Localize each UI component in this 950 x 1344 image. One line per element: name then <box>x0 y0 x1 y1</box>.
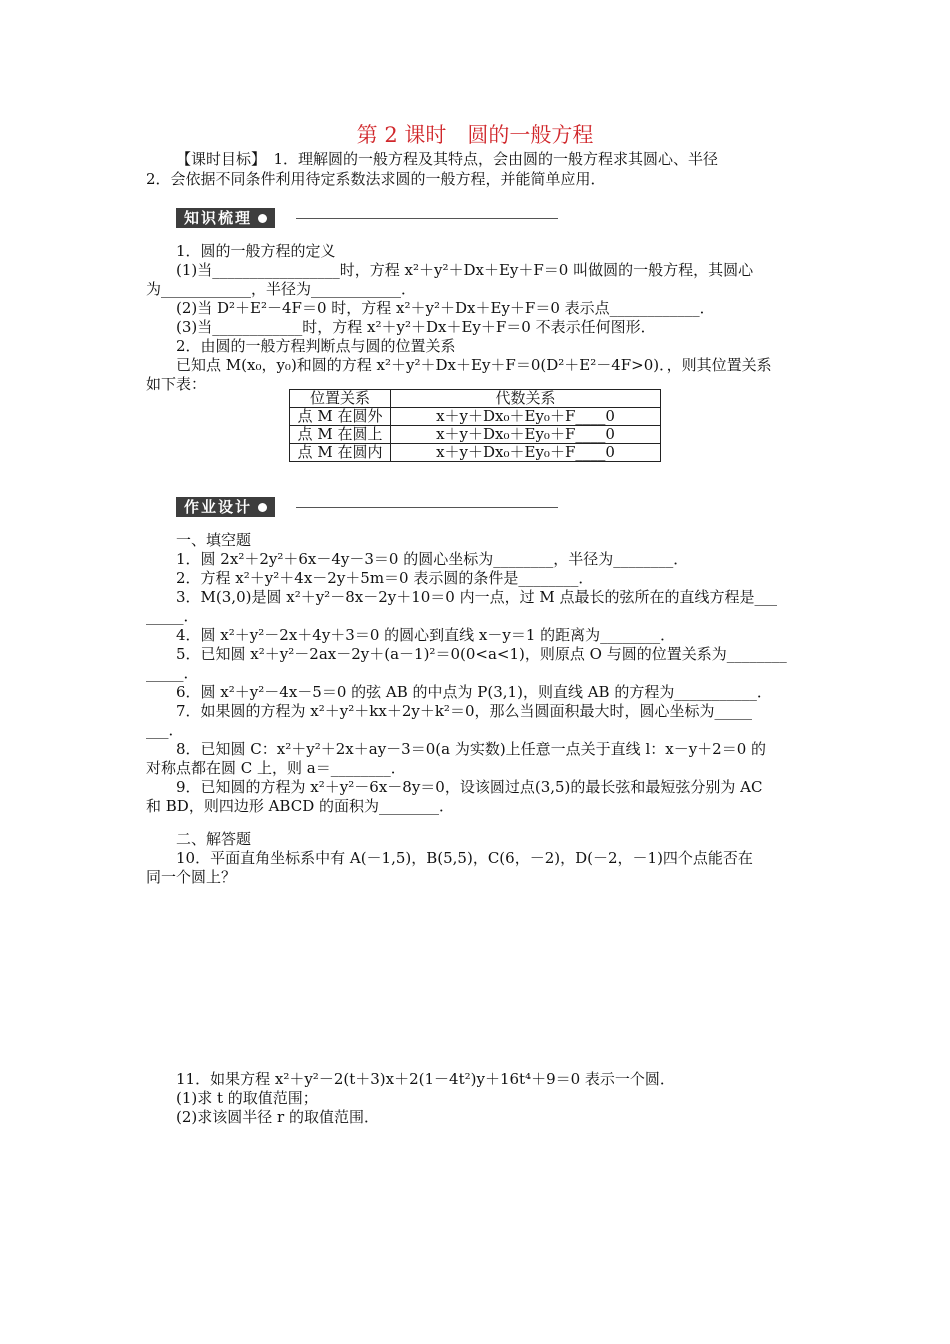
text-line: 为____________，半径为____________． <box>146 280 417 298</box>
question-line: 8．已知圆 C：x²＋y²＋2x＋ay－3＝0(a 为实数)上任意一点关于直线 l：x－y＋2＝0 的 <box>176 740 767 758</box>
section-heading: 二、解答题 <box>176 830 252 848</box>
section-heading: 一、填空题 <box>176 531 252 549</box>
question-line: _____． <box>146 607 199 625</box>
text-line: (2)当 D²＋E²－4F＝0 时，方程 x²＋y²＋Dx＋Ey＋F＝0 表示点____________． <box>176 299 715 317</box>
banner-label: 知识梳理 <box>176 208 275 228</box>
question-line: 10．平面直角坐标系中有 A(－1,5)，B(5,5)，C(6，－2)，D(－2，－1)四个点能否在 <box>176 849 753 867</box>
objective-line-1: 【课时目标】 1．理解圆的一般方程及其特点，会由圆的一般方程求其圆心、半径 <box>176 150 719 168</box>
question-line: _____． <box>146 664 199 682</box>
table-row <box>290 426 661 444</box>
section-banner-homework <box>176 497 558 517</box>
table-cell: x＋y＋Dx₀＋Ey₀＋F____0 <box>391 408 661 426</box>
question-line: 同一个圆上？ <box>146 868 237 886</box>
text-line: (3)当____________时，方程 x²＋y²＋Dx＋Ey＋F＝0 不表示任何图形． <box>176 318 656 336</box>
table-cell: x＋y＋Dx₀＋Ey₀＋F____0 <box>391 426 661 444</box>
text-line: 1．圆的一般方程的定义 <box>176 242 336 260</box>
objective-line-2: 2．会依据不同条件利用待定系数法求圆的一般方程，并能简单应用． <box>146 170 606 188</box>
question-line: 对称点都在圆 C 上，则 a＝________． <box>146 759 406 777</box>
divider <box>296 218 558 219</box>
table-header: 位置关系 <box>290 390 391 408</box>
question-line: 11．如果方程 x²＋y²－2(t＋3)x＋2(1－4t²)y＋16t⁴＋9＝0 表示一个圆． <box>176 1070 675 1088</box>
question-line: (2)求该圆半径 r 的取值范围． <box>176 1108 379 1126</box>
text-line: (1)当_________________时，方程 x²＋y²＋Dx＋Ey＋F＝0 叫做圆的一般方程，其圆心 <box>176 261 754 279</box>
position-relation-table <box>289 389 661 462</box>
section-banner-knowledge <box>176 208 558 228</box>
question-line: 9．已知圆的方程为 x²＋y²－6x－8y＝0，设该圆过点(3,5)的最长弦和最短弦分别为 AC <box>176 778 763 796</box>
text-line: 2．由圆的一般方程判断点与圆的位置关系 <box>176 337 456 355</box>
question-line: 5．已知圆 x²＋y²－2ax－2y＋(a－1)²＝0(0<a<1)，则原点 O 与圆的位置关系为________ <box>176 645 787 663</box>
question-line: 7．如果圆的方程为 x²＋y²＋kx＋2y＋k²＝0，那么当圆面积最大时，圆心坐标为_____ <box>176 702 752 720</box>
page-title: 第 2 课时 圆的一般方程 <box>356 123 594 147</box>
dot-icon <box>258 503 267 512</box>
question-line: 6．圆 x²＋y²－4x－5＝0 的弦 AB 的中点为 P(3,1)，则直线 AB 的方程为___________． <box>176 683 772 701</box>
table-row <box>290 408 661 426</box>
table-cell: 点 M 在圆内 <box>290 444 391 462</box>
banner-label: 作业设计 <box>176 497 275 517</box>
question-line: 和 BD，则四边形 ABCD 的面积为________． <box>146 797 454 815</box>
table-cell: 点 M 在圆上 <box>290 426 391 444</box>
question-line: ___． <box>146 721 184 739</box>
dot-icon <box>258 214 267 223</box>
question-line: 4．圆 x²＋y²－2x＋4y＋3＝0 的圆心到直线 x－y＝1 的距离为________． <box>176 626 676 644</box>
question-line: 3．M(3,0)是圆 x²＋y²－8x－2y＋10＝0 内一点，过 M 点最长的弦所在的直线方程是___ <box>176 588 778 606</box>
table-row <box>290 444 661 462</box>
divider <box>296 507 558 508</box>
question-line: (1)求 t 的取值范围； <box>176 1089 318 1107</box>
table-header: 代数关系 <box>391 390 661 408</box>
table-header-row <box>290 390 661 408</box>
table-cell: x＋y＋Dx₀＋Ey₀＋F____0 <box>391 444 661 462</box>
table-cell: 点 M 在圆外 <box>290 408 391 426</box>
question-line: 1．圆 2x²＋2y²＋6x－4y－3＝0 的圆心坐标为________，半径为________． <box>176 550 689 568</box>
question-line: 2．方程 x²＋y²＋4x－2y＋5m＝0 表示圆的条件是________． <box>176 569 594 587</box>
text-line: 如下表： <box>146 375 207 393</box>
text-line: 已知点 M(x₀，y₀)和圆的方程 x²＋y²＋Dx＋Ey＋F＝0(D²＋E²－4F>0)．，则其位置关系 <box>176 356 772 374</box>
